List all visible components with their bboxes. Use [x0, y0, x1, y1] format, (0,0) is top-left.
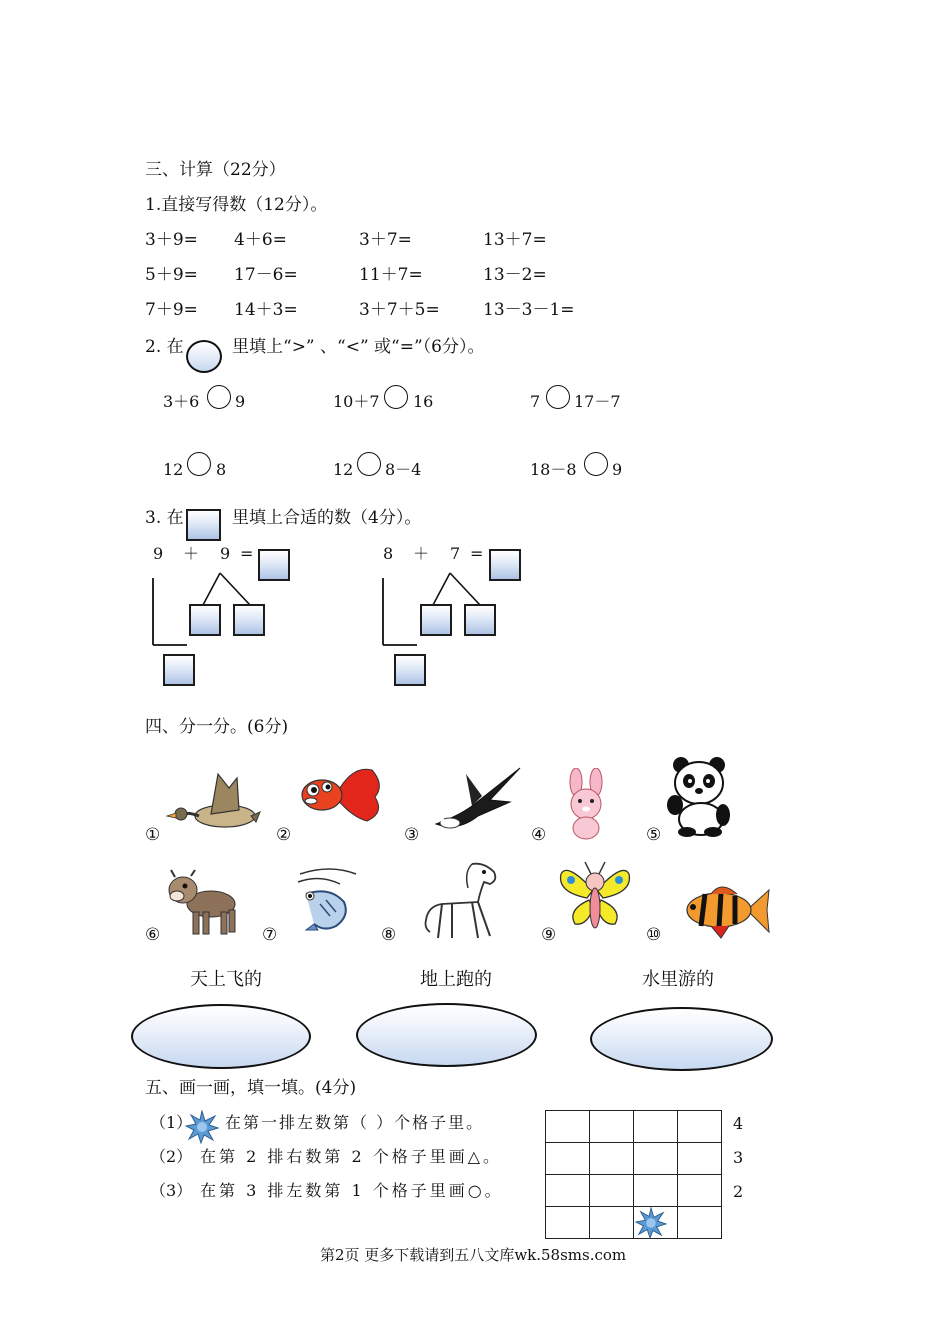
row-label: 4: [733, 1114, 744, 1133]
row-label: 2: [733, 1182, 744, 1201]
q2-prefix: 2. 在: [145, 337, 184, 357]
star-icon: [185, 1110, 219, 1144]
eq-op: ＋: [413, 544, 430, 563]
tropical-fish-icon: [681, 880, 771, 942]
sky-answer-oval[interactable]: [131, 1004, 311, 1069]
animal-number: ⑥: [145, 925, 161, 945]
animal-number: ④: [531, 825, 547, 845]
compare-answer-circle[interactable]: [546, 385, 570, 409]
category-label-sky: 天上飞的: [190, 969, 262, 990]
answer-box[interactable]: [464, 604, 496, 636]
q1-item: 11＋7=: [359, 265, 423, 285]
answer-box[interactable]: [163, 654, 195, 686]
panda-icon: [665, 755, 733, 837]
q3-prefix: 3. 在: [145, 508, 184, 528]
compare-right: 8－4: [385, 460, 422, 479]
compare-answer-circle[interactable]: [207, 385, 231, 409]
grid-cell[interactable]: [546, 1143, 590, 1175]
grid-cell[interactable]: [546, 1111, 590, 1143]
grid-cell[interactable]: [590, 1143, 634, 1175]
animal-number: ③: [404, 825, 420, 845]
duck-icon: [163, 770, 261, 835]
answer-box[interactable]: [420, 604, 452, 636]
item-number: （2）: [150, 1147, 193, 1166]
grid-cell[interactable]: [634, 1175, 678, 1207]
goat-icon: [163, 868, 241, 938]
q1-item: 14＋3=: [234, 300, 298, 320]
q1-item: 7＋9=: [145, 300, 198, 320]
q1-item: 3＋9=: [145, 230, 198, 250]
swallow-icon: [428, 766, 523, 834]
q3-box-legend: [186, 509, 221, 541]
q3-instruction: 里填上合适的数（4分）。: [232, 508, 422, 528]
category-label-land: 地上跑的: [420, 969, 492, 990]
animal-number: ①: [145, 825, 161, 845]
grid-cell[interactable]: [590, 1111, 634, 1143]
grid-cell[interactable]: [546, 1175, 590, 1207]
compare-left: 12: [333, 460, 354, 479]
row-label: 3: [733, 1148, 744, 1167]
compare-answer-circle[interactable]: [584, 452, 608, 476]
q1-item: 17－6=: [234, 265, 298, 285]
answer-box[interactable]: [394, 654, 426, 686]
instruction-line: 在第 3 排左数第 1 个格子里画○。: [200, 1181, 504, 1200]
instruction-line: 在第一排左数第（ ）个格子里。: [225, 1113, 485, 1132]
animal-number: ②: [276, 825, 292, 845]
eq-term: 9: [153, 544, 164, 563]
compare-answer-circle[interactable]: [357, 452, 381, 476]
grid-cell[interactable]: [590, 1175, 634, 1207]
animal-number: ⑦: [262, 925, 278, 945]
grid-cell[interactable]: [634, 1111, 678, 1143]
drawing-grid: [545, 1110, 722, 1239]
eq-term: 8: [383, 544, 394, 563]
grid-cell[interactable]: [678, 1111, 722, 1143]
butterfly-icon: [557, 858, 633, 936]
compare-right: 8: [216, 460, 227, 479]
animal-number: ⑤: [646, 825, 662, 845]
compare-answer-circle[interactable]: [384, 385, 408, 409]
eq-term: 9: [220, 544, 231, 563]
shrimp-icon: [290, 864, 362, 936]
q1-item: 13－2=: [483, 265, 547, 285]
animal-number: ⑧: [381, 925, 397, 945]
q1-item: 5＋9=: [145, 265, 198, 285]
rabbit-icon: [558, 768, 616, 840]
grid-cell[interactable]: [546, 1207, 590, 1239]
item-number: （3）: [150, 1181, 193, 1200]
compare-right: 17－7: [574, 392, 621, 411]
grid-cell[interactable]: [678, 1207, 722, 1239]
compare-left: 12: [163, 460, 184, 479]
grid-cell[interactable]: [590, 1207, 634, 1239]
compare-right: 9: [612, 460, 623, 479]
q1-item: 3＋7=: [359, 230, 412, 250]
section3-title: 三、计算（22分）: [145, 160, 286, 180]
eq-term: 7: [450, 544, 461, 563]
horse-icon: [418, 858, 500, 942]
section4-title: 四、分一分。(6分): [145, 717, 289, 737]
q1-item: 13＋7=: [483, 230, 547, 250]
compare-right: 9: [235, 392, 246, 411]
eq-eq: =: [470, 544, 484, 563]
section5-title: 五、画一画，填一填。(4分): [145, 1078, 357, 1098]
grid-cell[interactable]: [634, 1143, 678, 1175]
eq-op: ＋: [183, 544, 200, 563]
q2-instruction: 里填上“>” 、“<” 或“=”（6分）。: [232, 337, 485, 357]
water-answer-oval[interactable]: [590, 1007, 773, 1071]
compare-left: 10＋7: [333, 392, 380, 411]
eq-eq: =: [240, 544, 254, 563]
q2-circle-legend: [186, 340, 222, 373]
goldfish-icon: [297, 765, 387, 825]
instruction-line: 在第 2 排右数第 2 个格子里画△。: [200, 1147, 503, 1166]
compare-left: 3＋6: [163, 392, 200, 411]
q1-item: 13－3－1=: [483, 300, 575, 320]
page-footer: 第2页 更多下载请到五八文库wk.58sms.com: [320, 1246, 627, 1264]
animal-number: ⑨: [541, 925, 557, 945]
q1-title: 1.直接写得数（12分）。: [145, 195, 328, 215]
answer-box[interactable]: [189, 604, 221, 636]
category-label-water: 水里游的: [642, 969, 714, 990]
item-number: （1）: [150, 1113, 193, 1132]
grid-cell[interactable]: [678, 1143, 722, 1175]
grid-cell[interactable]: [678, 1175, 722, 1207]
land-answer-oval[interactable]: [356, 1003, 537, 1067]
star-icon: [635, 1207, 667, 1239]
compare-answer-circle[interactable]: [187, 452, 211, 476]
animal-number: ⑩: [646, 925, 662, 945]
compare-left: 7: [530, 392, 541, 411]
compare-left: 18－8: [530, 460, 577, 479]
compare-right: 16: [413, 392, 434, 411]
answer-box[interactable]: [233, 604, 265, 636]
q1-item: 4＋6=: [234, 230, 287, 250]
q1-item: 3＋7＋5=: [359, 300, 440, 320]
